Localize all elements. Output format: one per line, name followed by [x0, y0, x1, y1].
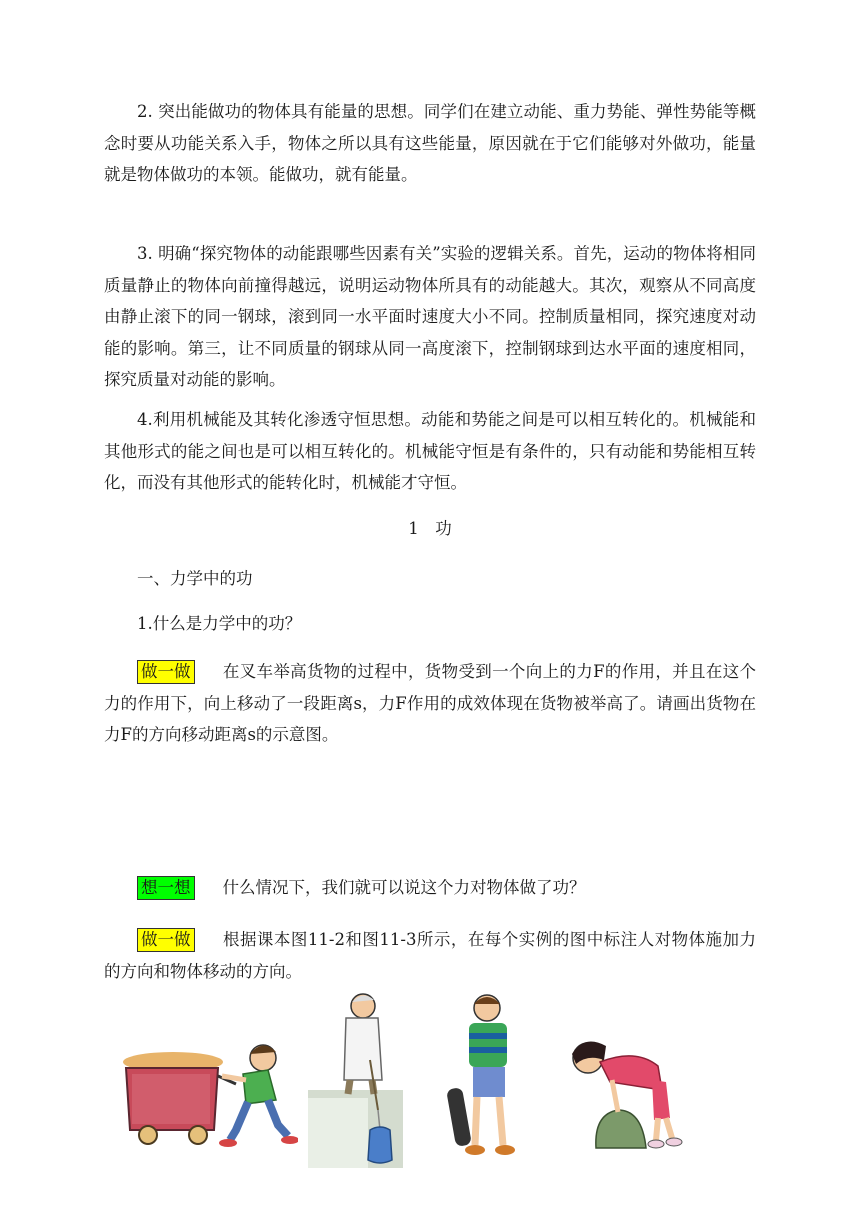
- boy-carrying-skateboard-illustration: [445, 990, 525, 1165]
- activity-paragraph-2: [104, 924, 756, 987]
- activity-paragraph-1: [104, 656, 756, 751]
- activity-tag-2: 做一做: [137, 928, 195, 952]
- paragraph-2: 2. 突出能做功的物体具有能量的思想。同学们在建立动能、重力势能、弹性势能等概念时要从功能关系入手，物体之所以具有这些能量，原因就在于它们能够对外做功，能量就是物体做功的本领。能做功，就有能量。: [104, 102, 756, 184]
- question-heading: 1.什么是力学中的功？: [137, 614, 302, 633]
- think-tag: 想一想: [137, 876, 195, 900]
- think-paragraph: [104, 872, 756, 904]
- paragraph-4: 4.利用机械能及其转化渗透守恒思想。动能和势能之间是可以相互转化的。机械能和其他形式的能之间也是可以相互转化的。机械能守恒是有条件的，只有动能和势能相互转化，而没有其他形式的能转化时，机械能才守恒。: [104, 410, 756, 492]
- section-title: 1 功: [408, 519, 452, 538]
- activity-text: 在叉车举高货物的过程中，货物受到一个向上的力F的作用，并且在这个力的作用下，向上移动了一段距离s，力F作用的成效体现在货物被举高了。请画出货物在力F的方向移动距离s的示意图。: [104, 662, 756, 744]
- old-man-lifting-bucket-illustration: [308, 990, 403, 1168]
- think-text: 什么情况下，我们就可以说这个力对物体做了功？: [222, 878, 586, 897]
- activity-text-2: 根据课本图11-2和图11-3所示，在每个实例的图中标注人对物体施加力的方向和物体移动的方向。: [104, 930, 756, 981]
- girl-lifting-bag-illustration: [566, 1030, 686, 1155]
- boy-pushing-cart-illustration: [118, 1040, 298, 1150]
- subsection-heading: 一、力学中的功: [137, 569, 253, 588]
- activity-tag: 做一做: [137, 660, 195, 684]
- paragraph-3: 3. 明确“探究物体的动能跟哪些因素有关”实验的逻辑关系。首先，运动的物体将相同质量静止的物体向前撞得越远，说明运动物体所具有的动能越大。其次，观察从不同高度由静止滚下的同一钢球，滚到同一水平面时速度大小不同。控制质量相同，探究速度对动能的影响。第三，让不同质量的钢球从同一高度滚下，控制钢球到达水平面的速度相同，探究质量对动能的影响。: [104, 244, 756, 389]
